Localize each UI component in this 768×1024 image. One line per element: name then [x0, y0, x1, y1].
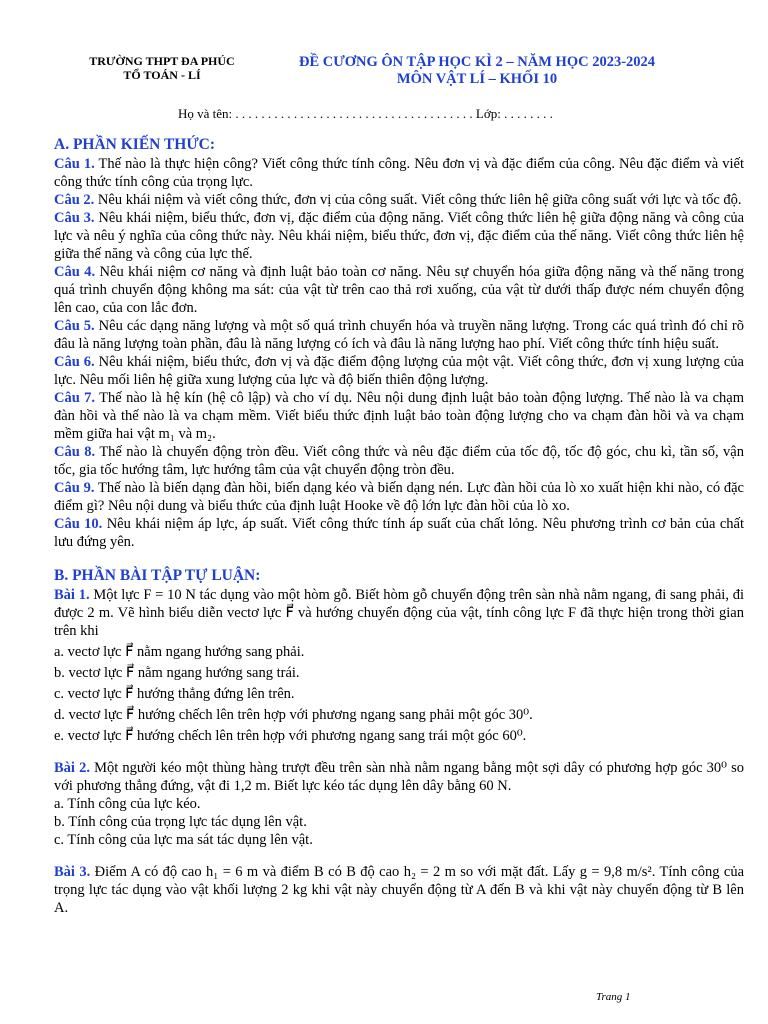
document-body	[54, 134, 744, 917]
exercise-text: Một lực F = 10 N tác dụng vào một hòm gỗ. Biết hòm gỗ chuyển động trên sàn nhà nằm ngang, đi sang phải, đi được 2 m. Vẽ hình biểu diễn vectơ lực F⃗ và hướng chuyển động của vật, tính công lực F đã thực hiện trong thời gian trên khi	[54, 587, 744, 639]
exercise-label: Bài 1.	[54, 587, 90, 603]
question-9	[54, 479, 744, 515]
exercise-text: Điểm A có độ cao h₁ = 6 m và điểm B có B độ cao h₂ = 2 m so với mặt đất. Lấy g = 9,8 m/s². Tính công của trọng lực tác dụng vào vật khối lượng 2 kg khi vật này chuyển động từ A đến B và khi vật này chuyển động từ B lên A.	[54, 864, 745, 916]
exercise-label: Bài 2.	[54, 760, 90, 776]
question-text: Thế nào là chuyển động tròn đều. Viết công thức và nêu đặc điểm của tốc độ, tốc độ góc, chu kì, tần số, vận tốc, gia tốc hướng tâm, lực hướng tâm của vật chuyển động tròn đều.	[54, 444, 744, 478]
question-text: Thế nào là hệ kín (hệ cô lập) và cho ví dụ. Nêu nội dung định luật bảo toàn động lượng. Thế nào là va chạm đàn hồi và thế nào là va chạm mềm. Viết biểu thức định luật bảo toàn động lượng cho va chạm đàn hồi và va chạm mềm giữa hai vật m₁ và m₂.	[54, 390, 745, 442]
exercise-2-item-b: b. Tính công của trọng lực tác dụng lên vật.	[54, 814, 307, 830]
question-6	[54, 353, 744, 389]
document-title	[272, 54, 682, 88]
question-text: Nêu khái niệm, biểu thức, đơn vị, đặc điểm của động năng. Viết công thức liên hệ giữa động năng và công của lực và nêu ý nghĩa của công thức này. Nêu khái niệm, biểu thức, đơn vị, đặc điểm của thế năng. Viết công thức liên hệ giữa thế năng và công của lực thế.	[54, 210, 744, 262]
question-label: Câu 3.	[54, 210, 95, 226]
exercise-spacer	[54, 849, 744, 863]
exercise-label: Bài 3.	[54, 864, 91, 880]
question-label: Câu 5.	[54, 318, 95, 334]
question-label: Câu 2.	[54, 192, 95, 208]
question-text: Nêu khái niệm, biểu thức, đơn vị và đặc điểm động lượng của một vật. Viết công thức, đơn vị xung lượng của lực. Nêu mối liên hệ giữa xung lượng của lực và độ biến thiên động lượng.	[54, 354, 744, 388]
question-label: Câu 6.	[54, 354, 95, 370]
question-7	[54, 389, 744, 443]
question-label: Câu 7.	[54, 390, 96, 406]
question-10	[54, 515, 744, 551]
exercise-1-item-c: c. vectơ lực F⃗ hướng thẳng đứng lên trên.	[54, 686, 295, 702]
exercise-1-item-e: e. vectơ lực F⃗ hướng chếch lên trên hợp với phương ngang sang trái một góc 60⁰.	[54, 728, 527, 744]
exercise-1-item-d: d. vectơ lực F⃗ hướng chếch lên trên hợp với phương ngang sang phải một góc 30⁰.	[54, 707, 533, 723]
question-1	[54, 155, 744, 191]
exercise-2-item-c: c. Tính công của lực ma sát tác dụng lên vật.	[54, 832, 313, 848]
exercise-3	[54, 863, 744, 917]
question-text: Nêu khái niệm cơ năng và định luật bảo toàn cơ năng. Nêu sự chuyển hóa giữa động năng và thế năng trong quá trình chuyển động không ma sát: của vật từ trên cao thả rơi xuống, của vật từ dưới thấp được ném chuyển động lên cao, của con lắc đơn.	[54, 264, 744, 316]
exercise-2-item-a: a. Tính công của lực kéo.	[54, 796, 201, 812]
question-3	[54, 209, 744, 263]
question-text: Nêu khái niệm và viết công thức, đơn vị của công suất. Viết công thức liên hệ giữa công suất với lực và tốc độ.	[94, 192, 742, 208]
question-text: Thế nào là thực hiện công? Viết công thức tính công. Nêu đơn vị và đặc điểm của công. Nêu đặc điểm và viết công thức tính công của trọng lực.	[54, 156, 744, 190]
title-line-2: MÔN VẬT LÍ – KHỐI 10	[396, 71, 558, 87]
question-text: Nêu các dạng năng lượng và một số quá trình chuyển hóa và truyền năng lượng. Trong các quá trình đó chỉ rõ đâu là năng lượng toàn phần, đâu là năng lượng có ích và đâu là năng lượng hao phí. Viết công thức tính hiệu suất.	[54, 318, 744, 352]
question-label: Câu 8.	[54, 444, 96, 460]
exercise-text: Một người kéo một thùng hàng trượt đều trên sàn nhà nằm ngang bằng một sợi dây có phương hợp góc 30⁰ so với phương thẳng đứng, vật đi 1,2 m. Biết lực kéo tác dụng lên dây bằng 60 N.	[54, 760, 745, 794]
student-name-line: Họ và tên: . . . . . . . . . . . . . . . . . . . . . . . . . . . . . . . . . . . . . Lớp: . . . . . . . .	[178, 106, 553, 121]
title-line-1: ĐỀ CƯƠNG ÔN TẬP HỌC KÌ 2 – NĂM HỌC 2023-2024	[298, 54, 656, 70]
question-label: Câu 4.	[54, 264, 96, 280]
exercise-1-item-b: b. vectơ lực F⃗ nằm ngang hướng sang trái.	[54, 665, 300, 681]
page-number: Trang 1	[596, 991, 631, 1003]
question-5	[54, 317, 744, 353]
section-a-title: A. PHẦN KIẾN THỨC:	[54, 136, 216, 153]
school-name: TRƯỜNG THPT ĐA PHÚC	[89, 54, 235, 68]
exercise-1	[54, 586, 744, 640]
school-header	[62, 54, 262, 82]
question-4	[54, 263, 744, 317]
exercise-1-item-a: a. vectơ lực F⃗ nằm ngang hướng sang phải.	[54, 644, 305, 660]
question-text: Nêu khái niệm áp lực, áp suất. Viết công thức tính áp suất của chất lỏng. Nêu phương trình cơ bản của chất lưu đứng yên.	[54, 516, 744, 550]
section-b-title: B. PHẦN BÀI TẬP TỰ LUẬN:	[54, 567, 261, 584]
department-name: TỔ TOÁN - LÍ	[123, 68, 201, 82]
question-label: Câu 9.	[54, 480, 95, 496]
exercise-spacer	[54, 745, 744, 759]
question-label: Câu 10.	[54, 516, 103, 532]
exercise-2	[54, 759, 744, 795]
question-8	[54, 443, 744, 479]
question-2	[54, 191, 744, 209]
section-spacer	[54, 551, 744, 565]
question-label: Câu 1.	[54, 156, 95, 172]
question-text: Thế nào là biến dạng đàn hồi, biến dạng kéo và biến dạng nén. Lực đàn hồi của lò xo xuất hiện khi nào, có đặc điểm gì? Nêu nội dung và biểu thức của định luật Hooke về độ lớn lực đàn hồi của lò xo.	[54, 480, 744, 514]
